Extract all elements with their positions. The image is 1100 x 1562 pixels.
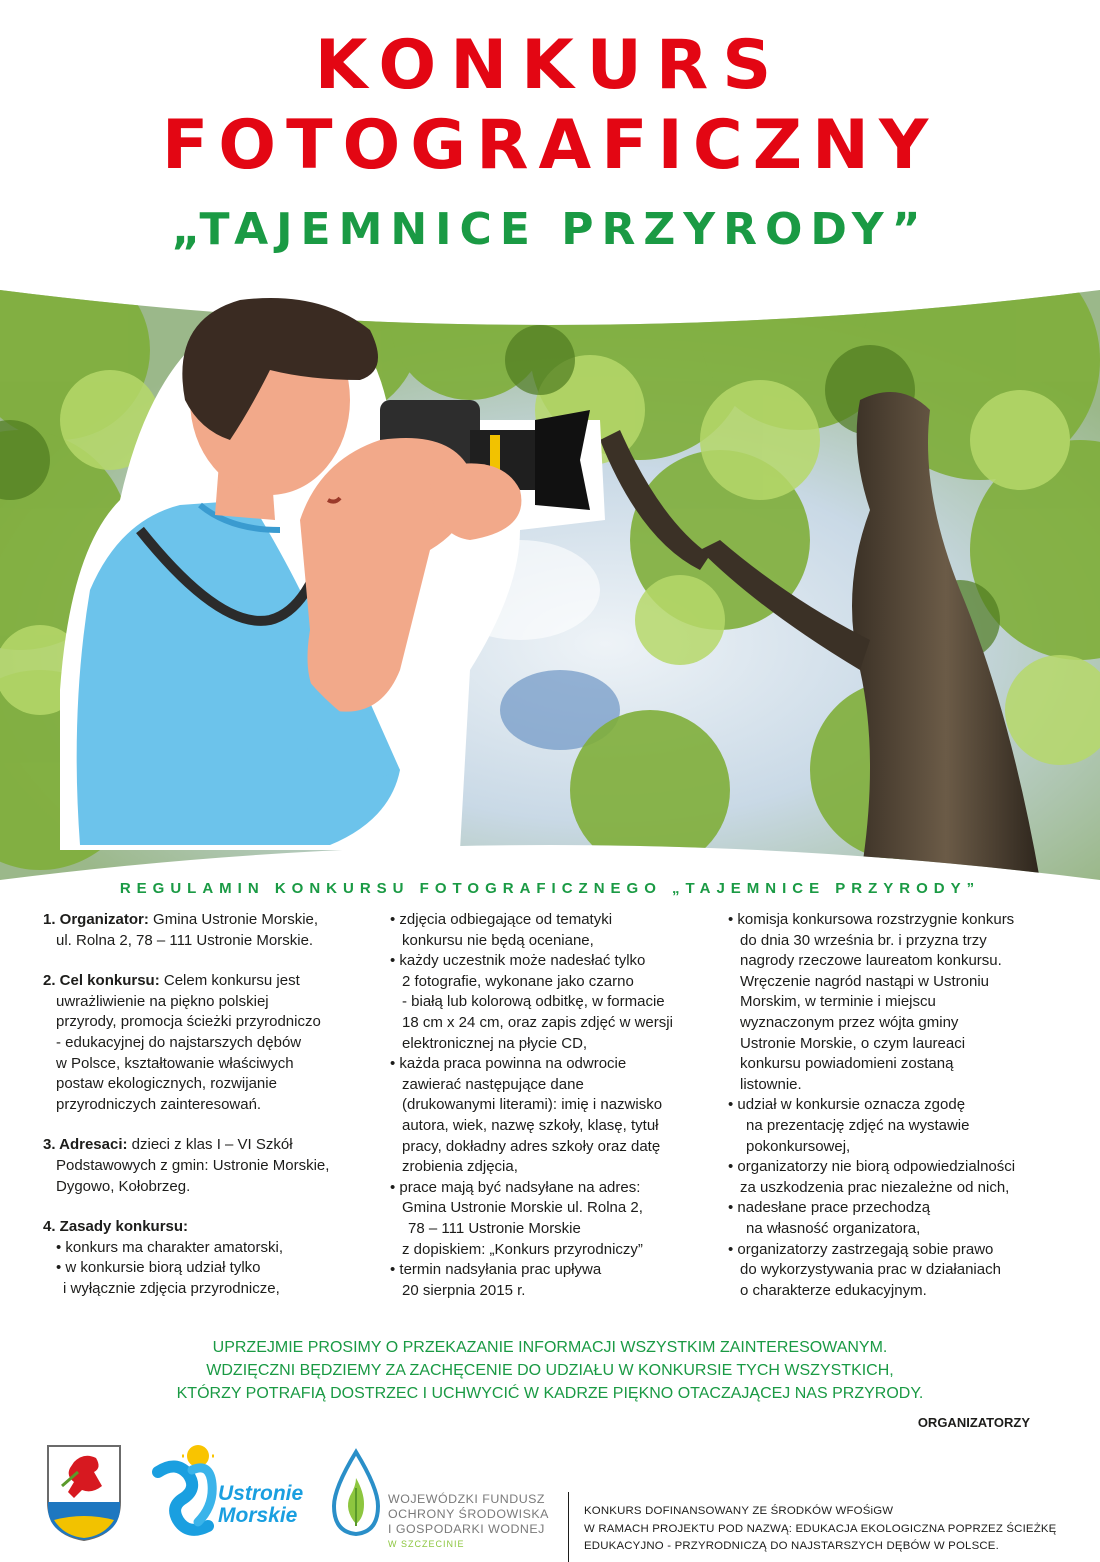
closing-message <box>0 1336 1100 1405</box>
closing-line: WDZIĘCZNI BĘDZIEMY ZA ZACHĘCENIE DO UDZIAŁU W KONKURSIE TYCH WSZYSTKICH, <box>206 1362 894 1379</box>
regulamin-column-1 <box>43 910 373 1300</box>
funding-note <box>584 1503 1074 1556</box>
wfos-name <box>388 1492 549 1552</box>
rule-organizer <box>43 910 373 931</box>
ustronie-morskie-logo-icon <box>148 1442 308 1552</box>
rule-text: zrobienia zdjęcia, <box>402 1158 518 1176</box>
rule-text: 20 sierpnia 2015 r. <box>402 1281 526 1299</box>
rule-text: przyrody, promocja ścieżki przyrodniczo <box>56 1013 321 1031</box>
hero-photo-illustration <box>0 290 1100 880</box>
rule-recipients-label: 3. Adresaci: <box>43 1136 128 1154</box>
rule-text: - białą lub kolorową odbitkę, w formacie <box>402 993 665 1011</box>
closing-line: UPRZEJMIE PROSIMY O PRZEKAZANIE INFORMACJI WSZYSTKIM ZAINTERESOWANYM. <box>212 1339 888 1356</box>
rule-text: za uszkodzenia prac niezależne od nich, <box>740 1178 1010 1196</box>
rule-text: postaw ekologicznych, rozwijanie <box>56 1075 277 1093</box>
rule-goal <box>43 971 373 992</box>
organizers-label: ORGANIZATORZY <box>917 1415 1030 1430</box>
rule-bullet: • każda praca powinna na odwrocie <box>390 1055 627 1073</box>
rule-principles <box>43 1217 373 1238</box>
rule-text: Dygowo, Kołobrzeg. <box>56 1177 191 1195</box>
rule-text: uwrażliwienie na piękno polskiej <box>56 992 269 1010</box>
rule-text: 78 – 111 Ustronie Morskie <box>408 1219 581 1237</box>
rule-text: do dnia 30 września br. i przyzna trzy <box>740 931 987 949</box>
rule-principles-label: 4. Zasady konkursu: <box>43 1218 189 1236</box>
title-line-2: FOTOGRAFICZNY <box>161 106 939 185</box>
rule-text: 2 fotografie, wykonane jako czarno <box>402 972 634 990</box>
rule-text: do wykorzystywania prac w działaniach <box>740 1261 1001 1279</box>
rule-bullet: • organizatorzy zastrzegają sobie prawo <box>728 1240 994 1258</box>
rule-text: na własność organizatora, <box>746 1219 921 1237</box>
regulamin-heading: REGULAMIN KONKURSU FOTOGRAFICZNEGO „TAJEMNICE PRZYRODY” <box>119 880 981 897</box>
rule-text: dzieci z klas I – VI Szkół <box>127 1136 293 1154</box>
wfos-line: WOJEWÓDZKI FUNDUSZ <box>388 1492 545 1506</box>
rule-text: konkursu nie będą oceniane, <box>402 931 594 949</box>
rule-goal-label: 2. Cel konkursu: <box>43 972 160 990</box>
rule-text: Celem konkursu jest <box>159 972 300 990</box>
rule-text: ul. Rolna 2, 78 – 111 Ustronie Morskie. <box>56 931 314 949</box>
subtitle: „TAJEMNICE PRZYRODY” <box>171 204 929 255</box>
title-line-1: KONKURS <box>314 26 786 105</box>
rule-text: w Polsce, kształtowanie właściwych <box>56 1054 294 1072</box>
rule-text: Gmina Ustronie Morskie, <box>148 911 319 928</box>
funding-line: W RAMACH PROJEKTU POD NAZWĄ: EDUKACJA EKOLOGICZNA POPRZEZ ŚCIEŻKĘ <box>584 1522 1057 1535</box>
rule-bullet: • nadesłane prace przechodzą <box>728 1199 931 1217</box>
rule-text: z dopiskiem: „Konkurs przyrodniczy” <box>402 1240 643 1258</box>
rule-text: zawierać następujące dane <box>402 1075 584 1093</box>
rule-text: (drukowanymi literami): imię i nazwisko <box>402 1096 663 1114</box>
rule-bullet: • organizatorzy nie biorą odpowiedzialności <box>728 1158 1016 1176</box>
rule-text: pokonkursowej, <box>746 1137 851 1155</box>
wfos-line: I GOSPODARKI WODNEJ <box>388 1522 545 1536</box>
funding-line: KONKURS DOFINANSOWANY ZE ŚRODKÓW WFOŚiGW <box>584 1505 894 1517</box>
rule-text: 18 cm x 24 cm, oraz zapis zdjęć w wersji <box>402 1013 673 1031</box>
rule-text: Wręczenie nagród nastąpi w Ustroniu <box>740 972 990 990</box>
rule-text: przyrodniczych zainteresowań. <box>56 1095 262 1113</box>
rule-text: elektronicznej na płycie CD, <box>402 1034 588 1052</box>
rule-text: Ustronie Morskie, o czym laureaci <box>740 1034 966 1052</box>
ustronie-logo-line-2: Morskie <box>218 1504 298 1527</box>
rule-text: listownie. <box>740 1075 802 1093</box>
regulamin-column-2 <box>390 910 710 1301</box>
rule-text: Gmina Ustronie Morskie ul. Rolna 2, <box>402 1199 643 1217</box>
rule-bullet: • każdy uczestnik może nadesłać tylko <box>390 952 646 970</box>
rule-bullet: • komisja konkursowa rozstrzygnie konkurs <box>728 911 1015 928</box>
rule-text: pracy, dokładny adres szkoły oraz datę <box>402 1137 661 1155</box>
rule-bullet: • udział w konkursie oznacza zgodę <box>728 1096 966 1114</box>
rule-text: wyznaczonym przez wójta gminy <box>740 1013 959 1031</box>
rule-text: autora, wiek, nazwę szkoły, klasę, tytuł <box>402 1116 659 1134</box>
rule-text: - edukacyjnej do najstarszych dębów <box>56 1033 302 1051</box>
rule-text: na prezentację zdjęć na wystawie <box>746 1116 970 1134</box>
rule-text: konkursu powiadomieni zostaną <box>740 1055 954 1073</box>
rule-recipients <box>43 1135 373 1156</box>
rule-text: i wyłącznie zdjęcia przyrodnicze, <box>63 1279 280 1297</box>
rule-bullet: • konkurs ma charakter amatorski, <box>56 1238 283 1256</box>
rule-organizer-label: 1. Organizator: <box>43 911 149 928</box>
rule-text: Podstawowych z gmin: Ustronie Morskie, <box>56 1156 330 1174</box>
footer-divider <box>568 1492 569 1562</box>
rule-bullet: • termin nadsyłania prac upływa <box>390 1261 602 1279</box>
regulamin-column-3 <box>728 910 1068 1301</box>
rule-text: Morskim, w terminie i miejscu <box>740 993 936 1011</box>
rule-text: nagrody rzeczowe laureatom konkursu. <box>740 952 1002 970</box>
rule-text: o charakterze edukacyjnym. <box>740 1281 927 1299</box>
wfos-line: OCHRONY ŚRODOWISKA <box>388 1507 549 1521</box>
funding-line: EDUKACYJNO - PRZYRODNICZĄ DO NAJSTARSZYCH DĘBÓW W POLSCE. <box>584 1540 999 1552</box>
ustronie-logo-line-1: Ustronie <box>218 1482 304 1505</box>
coat-of-arms-griffin-icon <box>44 1442 124 1542</box>
closing-line: KTÓRZY POTRAFIĄ DOSTRZEC I UCHWYCIĆ W KADRZE PIĘKNO OTACZAJĄCEJ NAS PRZYRODY. <box>176 1385 924 1402</box>
wfos-city: W SZCZECINIE <box>388 1539 465 1549</box>
rule-bullet: • zdjęcia odbiegające od tematyki <box>390 911 613 928</box>
rule-bullet: • w konkursie biorą udział tylko <box>56 1259 261 1277</box>
wfos-water-drop-leaf-icon <box>328 1448 384 1538</box>
rule-bullet: • prace mają być nadsyłane na adres: <box>390 1178 641 1196</box>
